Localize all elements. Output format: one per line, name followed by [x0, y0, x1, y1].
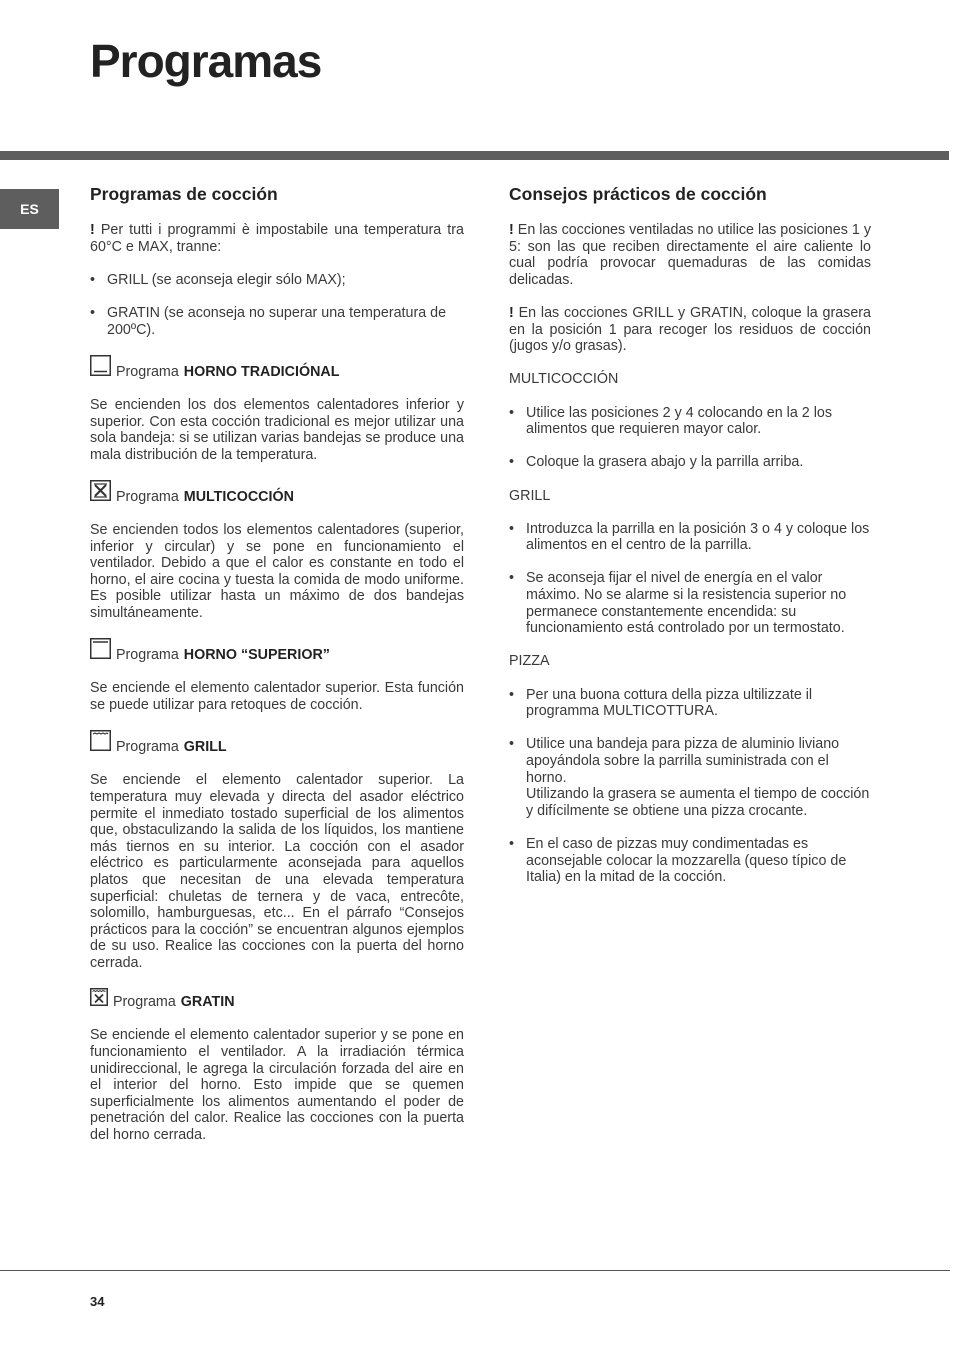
program-prefix: Programa — [113, 994, 176, 1011]
note-paragraph — [509, 222, 871, 288]
list-item: • GRATIN (se aconseja no superar una temperatura de 200ºC). — [90, 305, 464, 338]
tips-list — [509, 405, 871, 471]
list-item: • Utilice las posiciones 2 y 4 colocando en la 2 los alimentos que requieren mayor calor. — [509, 405, 871, 438]
program-description: Se encienden todos los elementos calentadores (superior, inferior y circular) y se pone en funcionamiento el ventilador. Debido a que el calor es constante en todo el horno, el aire cocina y tuesta la comida de modo uniforme. Es posible utilizar hasta un máximo de dos bandejas simultáneamente. — [90, 522, 464, 622]
list-item: • En el caso de pizzas muy condimentadas es aconsejable colocar la mozzarella (queso típico de Italia) en la mitad de la cocción. — [509, 836, 871, 886]
language-tab: ES — [0, 189, 59, 229]
program-name: GRILL — [183, 739, 227, 756]
header-divider-bar — [0, 151, 949, 160]
cooking-tips-heading: Consejos prácticos de cocción — [509, 184, 767, 204]
program-name: HORNO TRADICIÓNAL — [183, 363, 340, 380]
exceptions-list — [90, 272, 464, 338]
cooking-programs-heading: Programas de cocción — [90, 184, 278, 204]
list-item: • Introduzca la parrilla en la posición 3 o 4 y coloque los alimentos en el centro de la parrilla. — [509, 521, 871, 554]
program-name: MULTICOCCIÓN — [183, 488, 294, 505]
program-prefix: Programa — [116, 363, 179, 380]
program-title-gratin — [90, 988, 464, 1011]
section-label-pizza: PIZZA — [509, 653, 550, 670]
tips-list — [509, 687, 871, 886]
cooking-tips-column — [509, 183, 871, 902]
warning-mark: ! — [509, 222, 514, 238]
gratin-icon — [90, 988, 108, 1011]
list-item: • Coloque la grasera abajo y la parrilla arriba. — [509, 454, 871, 471]
list-item: • Se aconseja fijar el nivel de energía en el valor máximo. No se alarme si la resistencia superior no permanece constantemente encendida: su funcionamiento está controlado por un termostato. — [509, 570, 871, 636]
list-item: • Utilice una bandeja para pizza de aluminio liviano apoyándola sobre la parrilla suministrada con el horno. Utilizando la grasera se aumenta el tiempo de cocción y difícilmente se obtiene una pizza crocante. — [509, 736, 871, 819]
section-label-grill: GRILL — [509, 487, 551, 504]
program-title-traditional — [90, 355, 464, 381]
footer-divider — [0, 1270, 950, 1271]
program-title-grill — [90, 730, 464, 756]
note-text: En las cocciones GRILL y GRATIN, coloque la grasera en la posición 1 para recoger los residuos de cocción (jugos y/o grasas). — [509, 304, 871, 355]
list-item: • Per una buona cottura della pizza ultilizzate il programma MULTICOTTURA. — [509, 687, 871, 720]
warning-mark: ! — [90, 222, 95, 238]
program-title-multicoccion — [90, 480, 464, 506]
warning-mark: ! — [509, 304, 514, 321]
bottom-top-heat-icon — [90, 355, 111, 381]
page-number: 34 — [90, 1294, 105, 1309]
program-prefix: Programa — [116, 739, 179, 756]
program-description: Se encienden los dos elementos calentadores inferior y superior. Con esta cocción tradicional es mejor utilizar una sola bandeja: si se utilizan varias bandejas se produce una mala distribución de la temperatura. — [90, 396, 464, 463]
program-description: Se enciende el elemento calentador superior y se pone en funcionamiento el ventilador. A la irradiación térmica unidireccional, le agrega la circulación forzada del aire en el interior del horno. Esto impide que se quemen superficialmente los alimentos aumentando el poder de penetración del calor. Realice las cocciones con la puerta del horno cerrada. — [90, 1027, 464, 1143]
grill-icon — [90, 730, 111, 756]
program-prefix: Programa — [116, 647, 179, 664]
page-title: Programas — [90, 35, 322, 87]
program-prefix: Programa — [116, 488, 179, 505]
program-title-superior — [90, 638, 464, 664]
fan-heat-icon — [90, 480, 111, 506]
cooking-programs-column — [90, 183, 464, 1160]
program-description: Se enciende el elemento calentador superior. La temperatura muy elevada y directa del asador eléctrico permite el inmediato tostado superficial de los alimentos que, obstaculizando la salida de los líquidos, los mantiene más tiernos en su interior. La cocción con el asador eléctrico es particularmente aconsejada para aquellos platos que necesitan de una elevada temperatura superficial: chuletas de ternera y de vaca, entrecôte, solomillo, hamburguesas, etc... En el párrafo “Consejos prácticos para la cocción” se encuentran algunos ejemplos de su uso. Realice las cocciones con la puerta del horno cerrada. — [90, 772, 464, 971]
list-item: • GRILL (se aconseja elegir sólo MAX); — [90, 272, 464, 289]
program-name: HORNO “SUPERIOR” — [183, 647, 330, 664]
program-description: Se enciende el elemento calentador superior. Esta función se puede utilizar para retoques de cocción. — [90, 680, 464, 714]
program-name: GRATIN — [180, 994, 235, 1011]
section-label-multiccion: MULTICOCCIÓN — [509, 371, 619, 388]
intro-paragraph — [90, 222, 464, 255]
intro-text: Per tutti i programmi è impostabile una temperatura tra 60°C e MAX, tranne: — [90, 222, 464, 255]
top-heat-icon — [90, 638, 111, 664]
note-paragraph — [509, 305, 871, 355]
tips-list — [509, 521, 871, 637]
note-text: En las cocciones ventiladas no utilice las posiciones 1 y 5: son las que reciben directamente el aire caliente lo cual podría provocar quemaduras de las comidas delicadas. — [509, 222, 871, 288]
